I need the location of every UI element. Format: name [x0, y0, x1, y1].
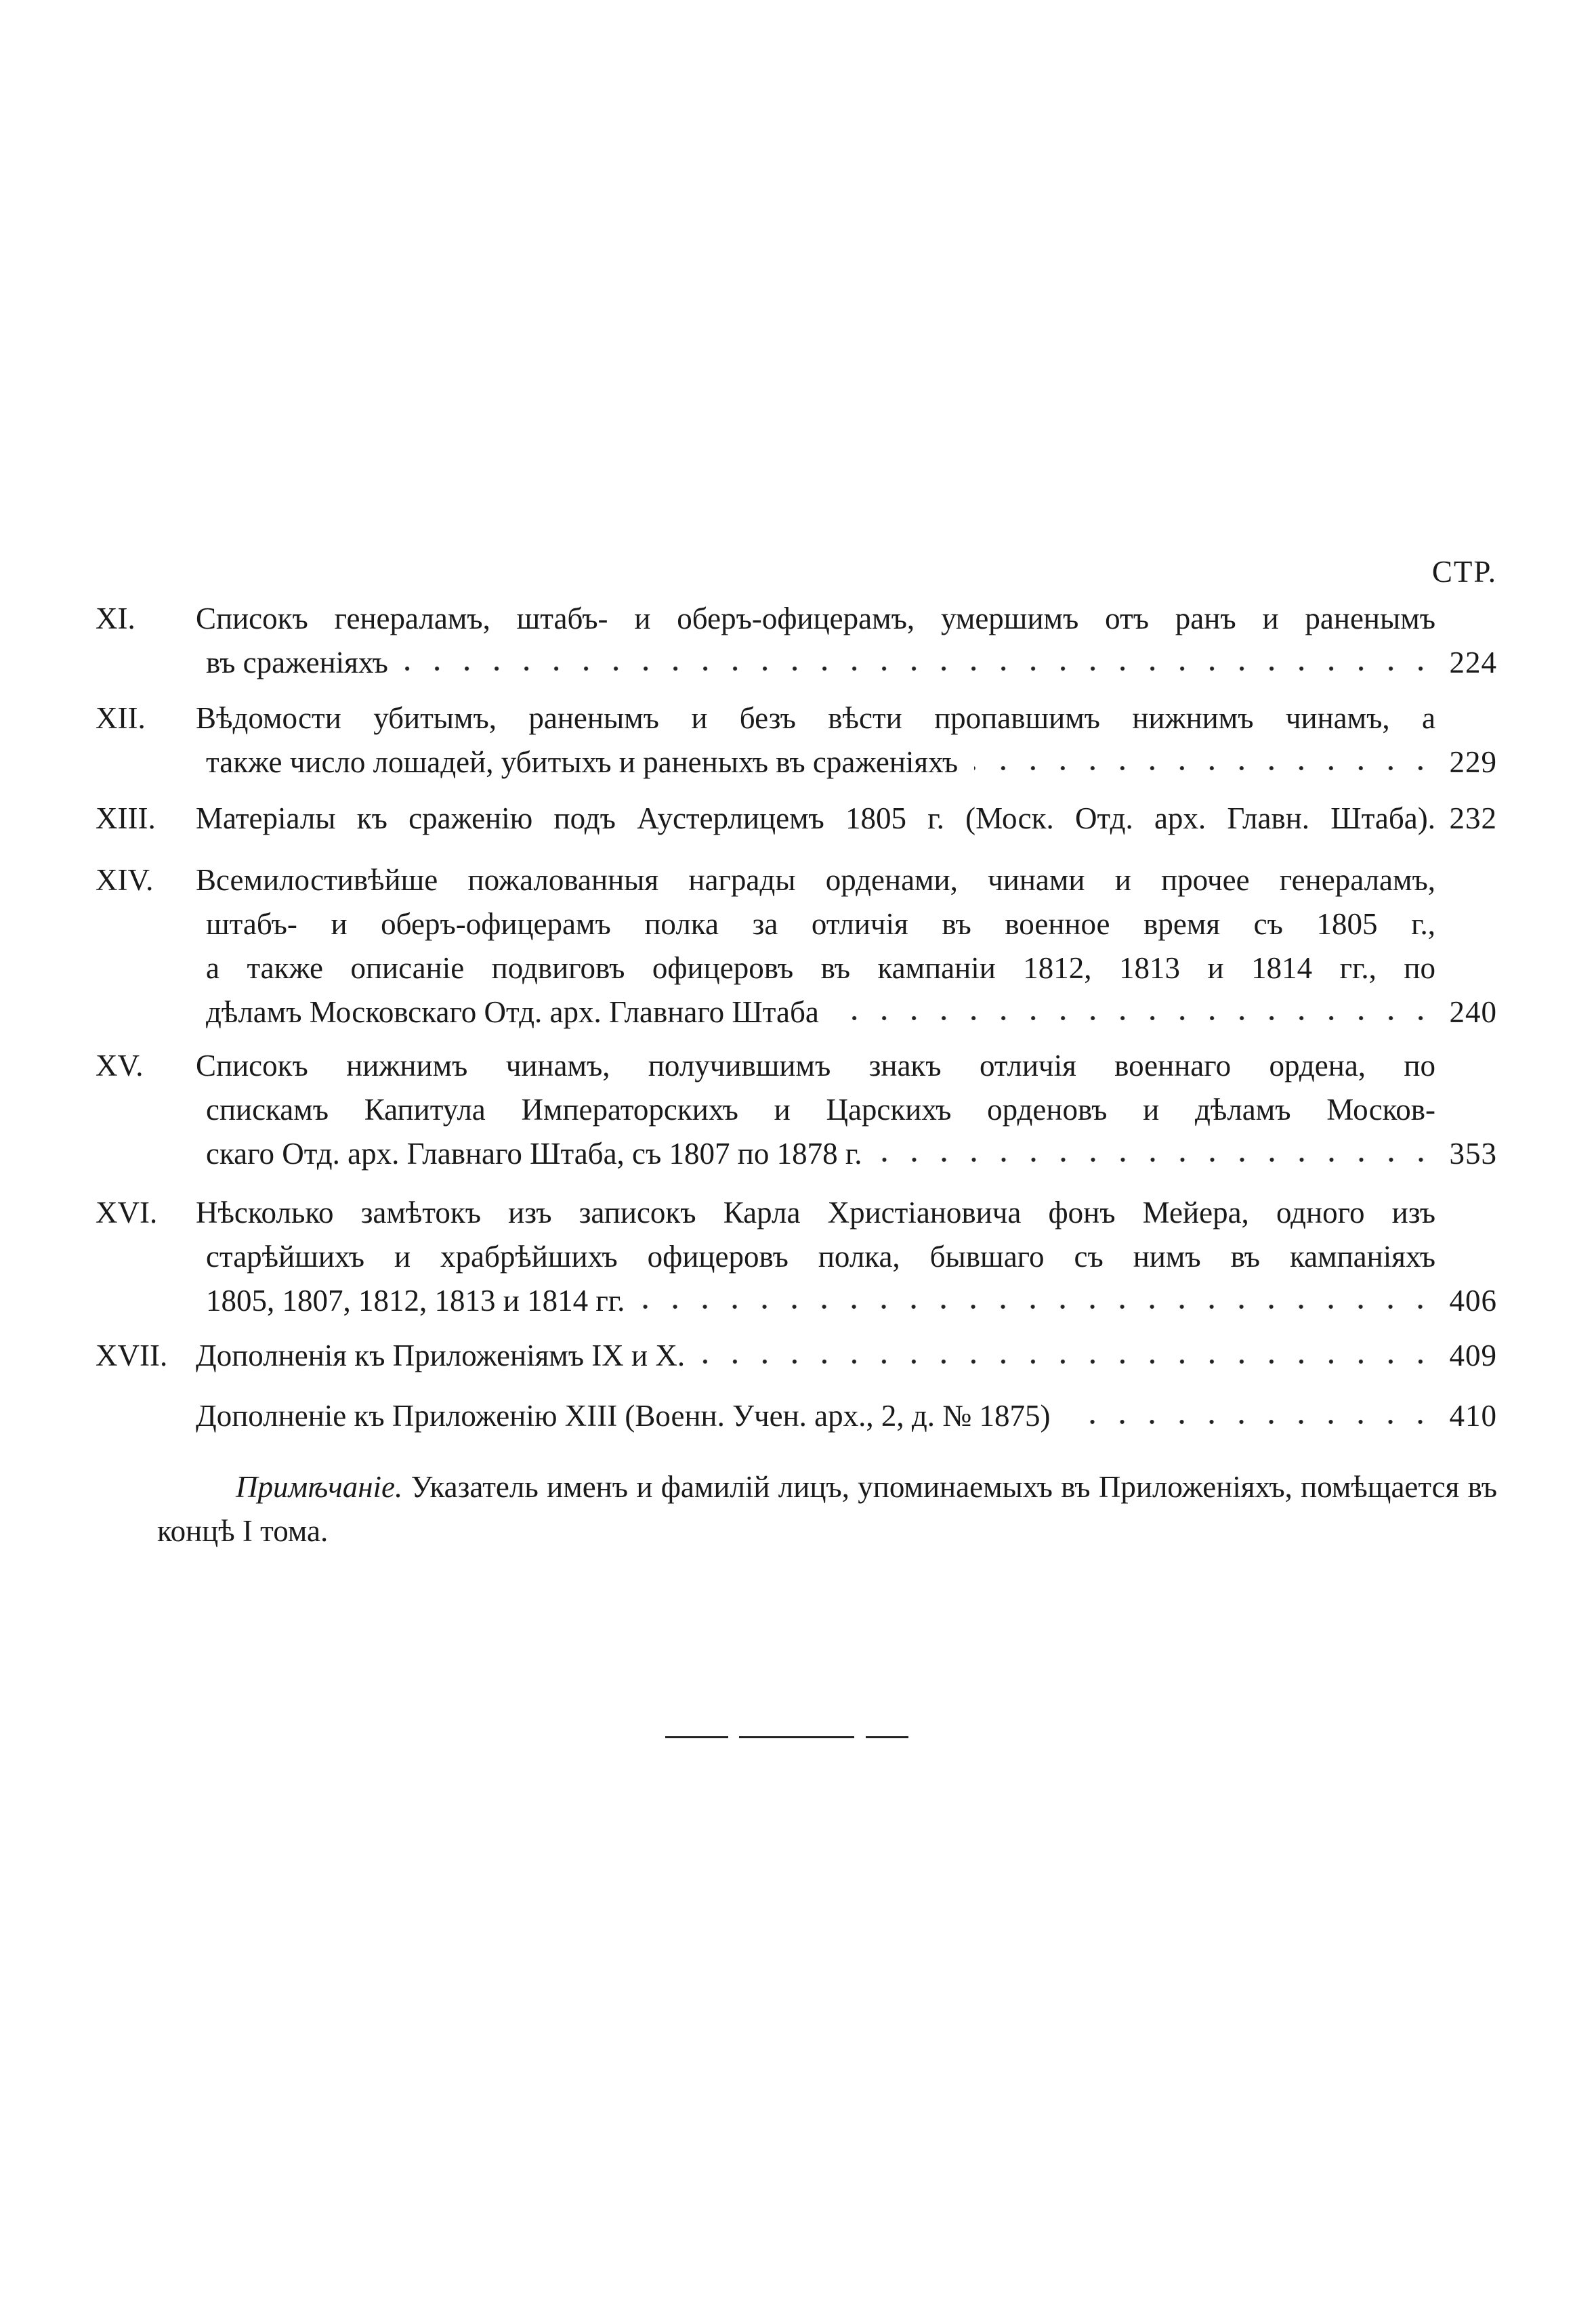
entry-page: 410: [1449, 1399, 1497, 1433]
toc-entry-xvi: [96, 1191, 1497, 1323]
entry-text: Списокъ нижнимъ чинамъ, получившимъ знакъ отличія военнаго ордена, по: [196, 1049, 1435, 1083]
end-rule-segment: [665, 1736, 728, 1738]
dot-leader: [879, 1150, 1435, 1164]
entry-numeral: XIV.: [96, 863, 154, 897]
page-column-header: СТР.: [1431, 555, 1497, 589]
dot-leader: [701, 1352, 1435, 1366]
note-label: Примѣчаніе.: [236, 1470, 403, 1504]
entry-text: штабъ- и оберъ-офицерамъ полка за отличія въ военное время съ 1805 г.,: [206, 907, 1435, 941]
note-text: Указатель именъ и фамилій лицъ, упоминаемыхъ въ Приложеніяхъ, помѣщается въ концѣ I тома.: [157, 1470, 1497, 1548]
entry-numeral: XI.: [96, 602, 135, 635]
entry-page: 240: [1449, 995, 1497, 1029]
entry-text: 1805, 1807, 1812, 1813 и 1814 гг.: [206, 1284, 625, 1318]
toc-entry-supplement: [96, 1394, 1497, 1438]
entry-page: 229: [1449, 745, 1497, 779]
entry-page: 353: [1449, 1137, 1497, 1171]
entry-text: а также описаніе подвиговъ офицеровъ въ кампаніи 1812, 1813 и 1814 гг., по: [206, 951, 1435, 985]
toc-entry-xii: [96, 696, 1497, 784]
entry-numeral: XII.: [96, 701, 146, 735]
entry-text: Матеріалы къ сраженію подъ Аустерлицемъ 1805 г. (Моск. Отд. арх. Главн. Штаба).: [196, 801, 1435, 835]
entry-text: спискамъ Капитула Императорскихъ и Царскихъ орденовъ и дѣламъ Москов-: [206, 1093, 1435, 1127]
entry-text: Всемилостивѣйше пожалованныя награды орденами, чинами и прочее генераламъ,: [196, 863, 1435, 897]
footnote: [157, 1465, 1497, 1553]
entry-page: 232: [1449, 801, 1497, 835]
entry-text: Дополненіе къ Приложенію XIII (Военн. Учен. арх., 2, д. № 1875): [196, 1399, 1051, 1433]
dot-leader: [835, 1009, 1435, 1022]
entry-numeral: XVI.: [96, 1196, 158, 1229]
entry-text: также число лошадей, убитыхъ и раненыхъ въ сраженіяхъ: [206, 745, 959, 779]
entry-text: Нѣсколько замѣтокъ изъ записокъ Карла Христіановича фонъ Мейера, одного изъ: [196, 1196, 1435, 1229]
entry-numeral: XVII.: [96, 1339, 168, 1372]
entry-numeral: XIII.: [96, 801, 156, 835]
end-rule-segment: [866, 1736, 908, 1738]
entry-text: старѣйшихъ и храбрѣйшихъ офицеровъ полка, бывшаго съ нимъ въ кампаніяхъ: [206, 1240, 1435, 1274]
entry-page: 224: [1449, 646, 1497, 679]
toc-entry-xiv: [96, 858, 1497, 1034]
dot-leader: [404, 659, 1435, 673]
toc-entry-xi: [96, 597, 1497, 685]
entry-page: 409: [1449, 1339, 1497, 1372]
entry-text: Вѣдомости убитымъ, раненымъ и безъ вѣсти пропавшимъ нижнимъ чинамъ, а: [196, 701, 1435, 735]
entry-text: въ сраженіяхъ: [206, 646, 388, 679]
dot-leader: [641, 1297, 1435, 1311]
toc-entry-xvii: [96, 1334, 1497, 1378]
toc-entry-xiii: [96, 797, 1497, 841]
entry-text: скаго Отд. арх. Главнаго Штаба, съ 1807 по 1878 г.: [206, 1137, 862, 1171]
entry-text: Списокъ генераламъ, штабъ- и оберъ-офицерамъ, умершимъ отъ ранъ и раненымъ: [196, 602, 1435, 635]
toc-entry-xv: [96, 1044, 1497, 1176]
dot-leader: [974, 759, 1435, 772]
end-rule-segment: [739, 1736, 854, 1738]
entry-text: дѣламъ Московскаго Отд. арх. Главнаго Штаба: [206, 995, 819, 1029]
entry-page: 406: [1449, 1284, 1497, 1318]
entry-text: Дополненія къ Приложеніямъ IX и X.: [196, 1339, 686, 1372]
dot-leader: [1066, 1412, 1435, 1426]
entry-numeral: XV.: [96, 1049, 144, 1083]
